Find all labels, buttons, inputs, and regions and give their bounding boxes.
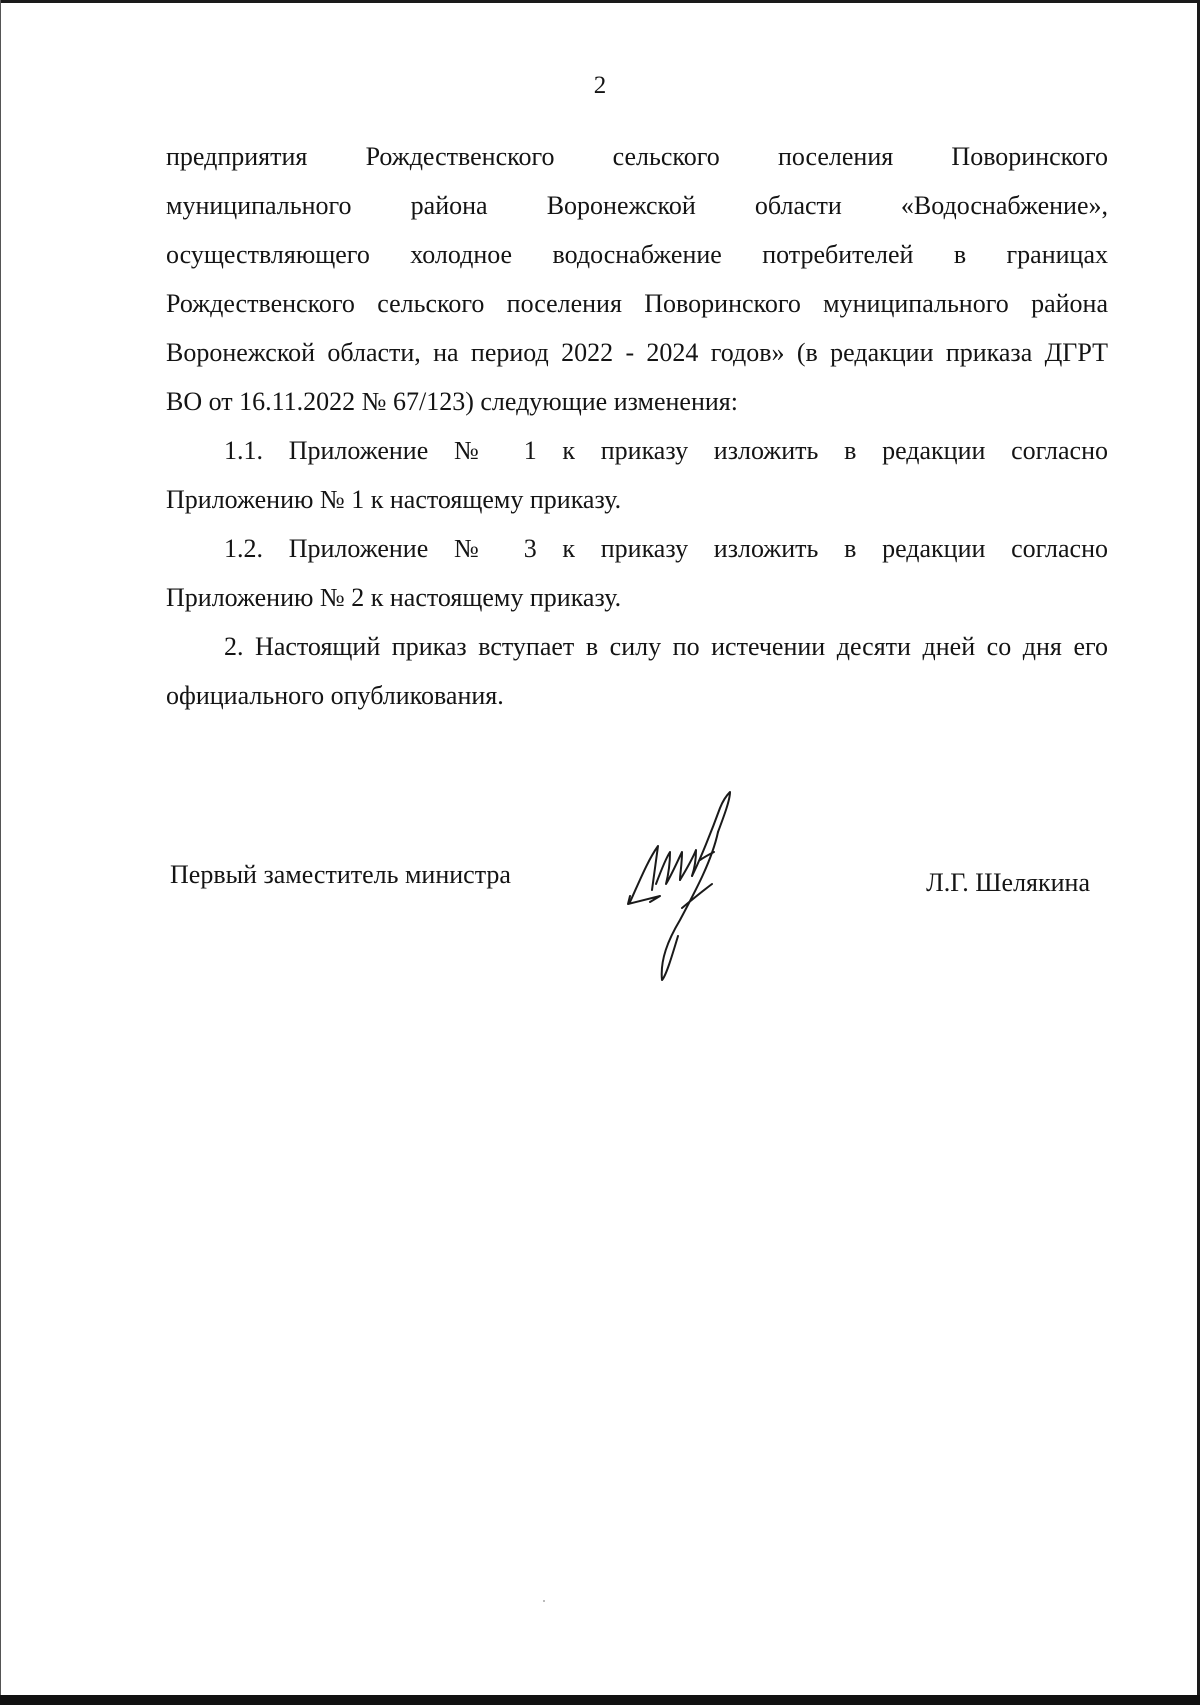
signer-name: Л.Г. Шелякина <box>926 868 1090 897</box>
scan-edge-bottom <box>0 1695 1200 1705</box>
page-number: 2 <box>593 72 607 99</box>
text-line: Воронежской области, на период 2022 - 2024 годов» (в редакции приказа ДГРТ <box>166 338 1108 367</box>
text-line: 1.1. Приложение № 1 к приказу изложить в редакции согласно <box>224 436 1108 465</box>
text-line: предприятия Рождественского сельского поселения Поворинского <box>166 142 1108 171</box>
text-line: муниципального района Воронежской области «Водоснабжение», <box>166 191 1108 220</box>
handwritten-signature <box>620 780 790 985</box>
text-line: 2. Настоящий приказ вступает в силу по истечении десяти дней со дня его <box>224 632 1108 661</box>
item-2 <box>166 622 1108 720</box>
scan-edge-left <box>0 0 1 1705</box>
text-line: Рождественского сельского поселения Поворинского муниципального района <box>166 289 1108 318</box>
text-line: Приложению № 1 к настоящему приказу. <box>166 485 622 514</box>
document-body <box>166 132 1108 720</box>
signer-title: Первый заместитель министра <box>170 860 511 889</box>
text-line: Приложению № 2 к настоящему приказу. <box>166 583 622 612</box>
text-line: 1.2. Приложение № 3 к приказу изложить в редакции согласно <box>224 534 1108 563</box>
scan-speck <box>543 1600 545 1602</box>
scan-edge-top <box>0 0 1200 3</box>
text-line: ВО от 16.11.2022 № 67/123) следующие изменения: <box>166 387 738 416</box>
item-1-1 <box>166 426 1108 524</box>
text-line: официального опубликования. <box>166 681 504 710</box>
item-1-2 <box>166 524 1108 622</box>
paragraph-continuation <box>166 132 1108 426</box>
text-line: осуществляющего холодное водоснабжение потребителей в границах <box>166 240 1108 269</box>
